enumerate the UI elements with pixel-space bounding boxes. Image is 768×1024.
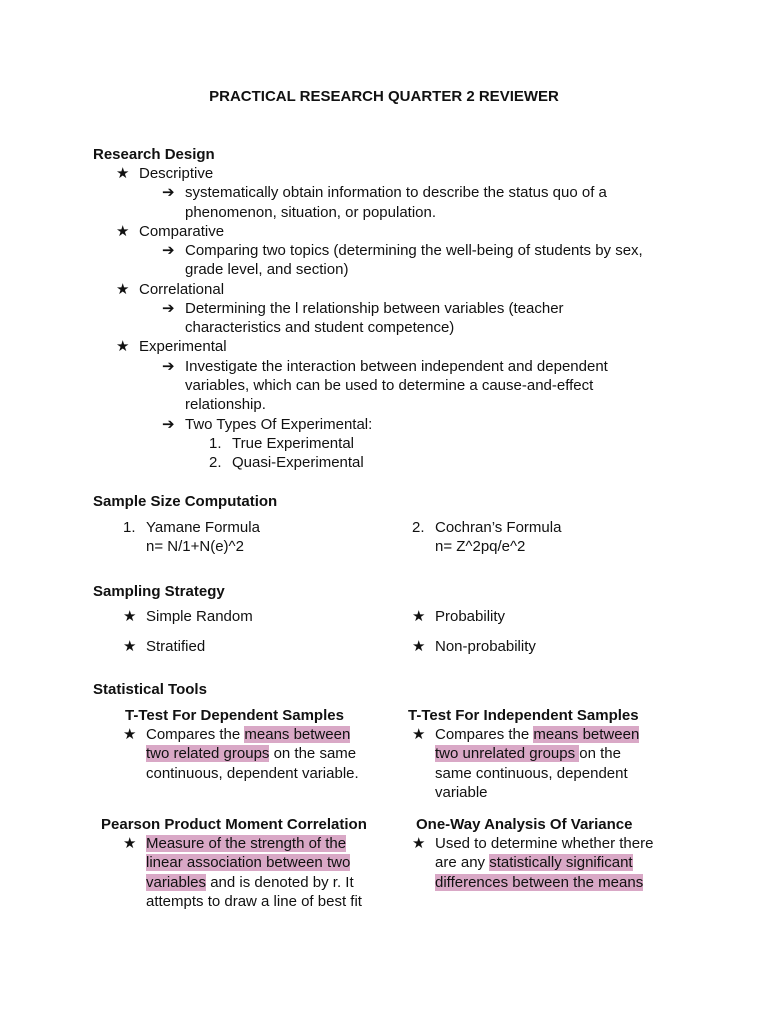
yamane-formula-name: Yamane Formula (146, 519, 260, 536)
comparative-line-1: Comparing two topics (determining the well-being of students by sex, (185, 242, 643, 259)
experimental-label: Experimental (139, 338, 227, 355)
highlight: two unrelated groups (435, 745, 580, 762)
sample-size-num-1: 1. (123, 519, 136, 536)
highlight: differences between the means (435, 874, 644, 891)
pearson-line-1 (146, 834, 346, 853)
arrow-bullet-icon: ➔ (162, 416, 175, 433)
sample-size-num-2: 2. (412, 519, 425, 536)
highlight: statistically significant (489, 854, 633, 871)
star-bullet-icon: ★ (116, 338, 130, 355)
correlational-line-1: Determining the l relationship between variables (teacher (185, 300, 564, 317)
statistical-tools-heading: Statistical Tools (93, 681, 207, 698)
star-bullet-icon: ★ (123, 726, 137, 743)
pearson-title: Pearson Product Moment Correlation (101, 816, 367, 833)
correlational-label: Correlational (139, 281, 225, 298)
ttest-independent-line-4: variable (435, 784, 488, 801)
correlational-line-2: characteristics and student competence) (185, 319, 455, 336)
sampling-stratified: Stratified (146, 638, 206, 655)
arrow-bullet-icon: ➔ (162, 242, 175, 259)
descriptive-line-2: phenomenon, situation, or population. (185, 204, 437, 221)
star-bullet-icon: ★ (123, 835, 137, 852)
sampling-heading: Sampling Strategy (93, 583, 225, 600)
ttest-independent-line-1: Compares the means between (435, 726, 640, 743)
pearson-line-2 (146, 853, 350, 872)
yamane-formula: n= N/1+N(e)^2 (146, 538, 244, 555)
comparative-line-2: grade level, and section) (185, 261, 349, 278)
sampling-simple-random: Simple Random (146, 608, 253, 625)
star-bullet-icon: ★ (116, 223, 130, 240)
star-bullet-icon: ★ (116, 165, 130, 182)
experimental-type-2: Quasi-Experimental (232, 454, 364, 471)
ttest-dependent-line-3: continuous, dependent variable. (146, 765, 359, 782)
ttest-dependent-line-2: two related groups on the same (146, 745, 357, 762)
star-bullet-icon: ★ (123, 608, 137, 625)
star-bullet-icon: ★ (412, 835, 426, 852)
experimental-line-3: relationship. (185, 396, 266, 413)
cochran-formula-name: Cochran’s Formula (435, 519, 562, 536)
sample-size-heading: Sample Size Computation (93, 493, 278, 510)
sampling-non-probability: Non-probability (435, 638, 536, 655)
descriptive-line-1: systematically obtain information to describe the status quo of a (185, 184, 607, 201)
highlight: two related groups (146, 745, 270, 762)
anova-title: One-Way Analysis Of Variance (416, 816, 633, 833)
page-title: PRACTICAL RESEARCH QUARTER 2 REVIEWER (209, 88, 559, 105)
ttest-independent-line-3: same continuous, dependent (435, 765, 628, 782)
experimental-line-1: Investigate the interaction between independent and dependent (185, 358, 608, 375)
anova-line-3 (435, 873, 643, 892)
experimental-type-num-1: 1. (209, 435, 222, 452)
ttest-dependent-line-1: Compares the means between (146, 726, 351, 743)
anova-line-2: are any statistically significant (435, 854, 633, 871)
anova-line-1: Used to determine whether there (435, 835, 654, 852)
pearson-line-3: variables and is denoted by r. It (146, 874, 354, 891)
experimental-type-1: True Experimental (232, 435, 354, 452)
star-bullet-icon: ★ (116, 281, 130, 298)
experimental-line-2: variables, which can be used to determine a cause-and-effect (185, 377, 594, 394)
comparative-label: Comparative (139, 223, 225, 240)
experimental-types-label: Two Types Of Experimental: (185, 416, 373, 433)
highlight: Measure of the strength of the (146, 835, 347, 852)
star-bullet-icon: ★ (123, 638, 137, 655)
highlight: means between (533, 726, 640, 743)
highlight: variables (146, 874, 207, 891)
highlight: linear association between two (146, 854, 351, 871)
research-design-heading: Research Design (93, 146, 215, 163)
star-bullet-icon: ★ (412, 726, 426, 743)
arrow-bullet-icon: ➔ (162, 300, 175, 317)
arrow-bullet-icon: ➔ (162, 358, 175, 375)
star-bullet-icon: ★ (412, 638, 426, 655)
highlight: means between (244, 726, 351, 743)
ttest-independent-title: T-Test For Independent Samples (408, 707, 639, 724)
ttest-dependent-title: T-Test For Dependent Samples (125, 707, 344, 724)
star-bullet-icon: ★ (412, 608, 426, 625)
sampling-probability: Probability (435, 608, 506, 625)
cochran-formula: n= Z^2pq/e^2 (435, 538, 526, 555)
pearson-line-4: attempts to draw a line of best fit (146, 893, 362, 910)
ttest-independent-line-2: two unrelated groups on the (435, 745, 621, 762)
arrow-bullet-icon: ➔ (162, 184, 175, 201)
descriptive-label: Descriptive (139, 165, 214, 182)
experimental-type-num-2: 2. (209, 454, 222, 471)
